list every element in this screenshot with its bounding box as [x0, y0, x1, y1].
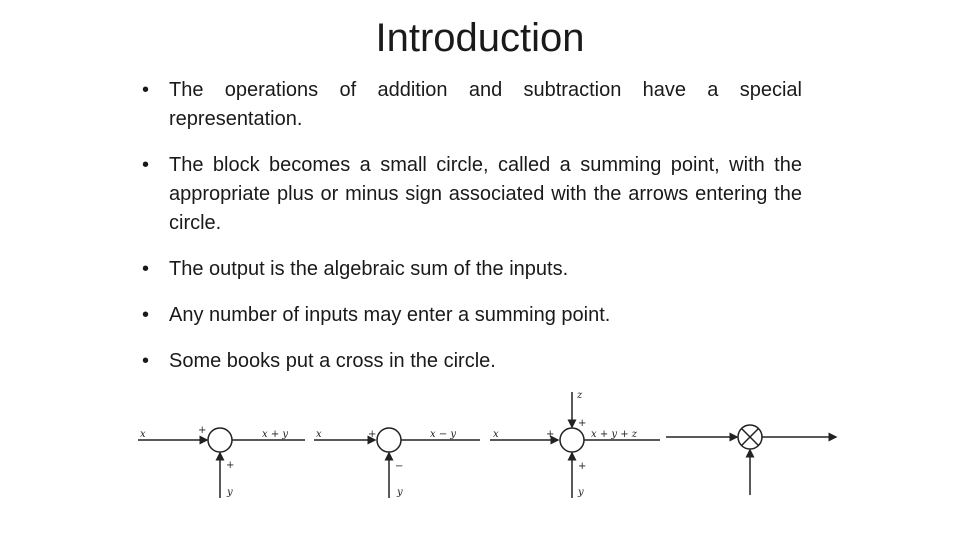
- summing-point-figure-addition: [138, 425, 305, 498]
- sign-bottom: −: [395, 461, 404, 472]
- bullet-marker: •: [142, 258, 150, 280]
- summing-point-figure-subtraction: [314, 428, 480, 498]
- summing-point-circle: [560, 428, 584, 452]
- label-x: x: [140, 429, 146, 440]
- bullet-marker: •: [142, 350, 150, 372]
- sign-bottom: +: [226, 460, 235, 471]
- label-output: x + y: [262, 429, 289, 440]
- sign-left: +: [198, 425, 207, 436]
- bullet-marker: •: [142, 304, 150, 326]
- label-x: x: [316, 429, 322, 440]
- summing-point-figure-three-inputs: [490, 390, 660, 498]
- bullet-text: Any number of inputs may enter a summing point.: [169, 304, 611, 326]
- sign-top: +: [578, 418, 587, 429]
- summing-point-figure-cross: [666, 425, 836, 495]
- label-y: y: [227, 487, 233, 498]
- bullet-text: Some books put a cross in the circle.: [169, 350, 496, 372]
- slide-title: Introduction: [375, 16, 585, 60]
- bullet-marker: •: [142, 154, 150, 176]
- label-y: y: [397, 487, 403, 498]
- bullet-text: The block becomes a small circle, called a summing point, with the appropriate plus or minus sign associated with the arrows entering the circle.: [169, 154, 802, 234]
- summing-point-circle: [208, 428, 232, 452]
- label-x: x: [493, 429, 499, 440]
- bullet-text: The output is the algebraic sum of the inputs.: [169, 258, 569, 280]
- sign-bottom: +: [578, 461, 587, 472]
- label-output: x − y: [430, 429, 457, 440]
- label-z: z: [577, 390, 583, 401]
- sign-left: +: [368, 429, 377, 440]
- bullet-marker: •: [142, 79, 150, 101]
- label-y: y: [578, 487, 584, 498]
- sign-left: +: [546, 429, 555, 440]
- bullet-text: The operations of addition and subtraction have a special representation.: [169, 79, 802, 130]
- label-output: x + y + z: [591, 429, 638, 440]
- summing-point-circle: [377, 428, 401, 452]
